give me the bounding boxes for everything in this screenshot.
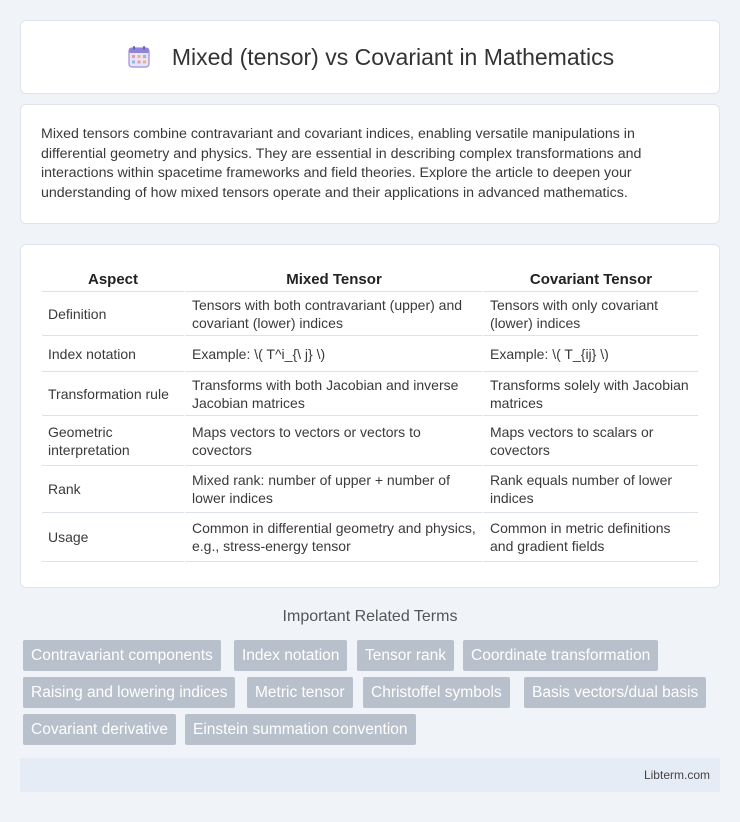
related-term-tag[interactable]: Raising and lowering indices (23, 677, 235, 708)
aspect-cell: Rank (42, 466, 184, 513)
mixed-cell: Example: \( T^i_{\ j} \) (184, 336, 482, 372)
related-term-tag[interactable]: Einstein summation convention (185, 714, 416, 745)
mixed-cell: Maps vectors to vectors or vectors to covectors (184, 416, 482, 466)
related-term-tag[interactable]: Tensor rank (357, 640, 454, 671)
covariant-cell: Example: \( T_{ij} \) (482, 336, 698, 372)
page-title: Mixed (tensor) vs Covariant in Mathematics (171, 43, 615, 70)
mixed-cell: Tensors with both contravariant (upper) and covariant (lower) indices (184, 292, 482, 336)
calendar-grid-icon (126, 44, 152, 70)
table-row (42, 336, 698, 372)
table-header-row (42, 265, 698, 292)
intro-paragraph: Mixed tensors combine contravariant and covariant indices, enabling versatile manipulations in differential geometry and physics. They are essential in describing complex transformations and interactions within spacetime frameworks and field theories. Explore the article to deepen your understanding of how mixed tensors operate and their applications in advanced mathematics. (41, 126, 642, 201)
mixed-cell: Transforms with both Jacobian and inverse Jacobian matrices (184, 372, 482, 416)
aspect-cell: Definition (42, 292, 184, 336)
header-aspect: Aspect (42, 265, 184, 292)
table-row (42, 416, 698, 466)
table-row (42, 372, 698, 416)
table-row (42, 292, 698, 336)
aspect-cell: Index notation (42, 336, 184, 372)
aspect-cell: Usage (42, 513, 184, 562)
title-card (20, 20, 720, 94)
mixed-cell: Common in differential geometry and physics, e.g., stress-energy tensor (184, 513, 482, 562)
related-term-tag[interactable]: Metric tensor (247, 677, 353, 708)
mixed-cell: Mixed rank: number of upper + number of lower indices (184, 466, 482, 513)
comparison-table-card (20, 244, 720, 588)
covariant-cell: Maps vectors to scalars or covectors (482, 416, 698, 466)
covariant-cell: Transforms solely with Jacobian matrices (482, 372, 698, 416)
header-covariant-tensor: Covariant Tensor (482, 265, 698, 292)
covariant-cell: Rank equals number of lower indices (482, 466, 698, 513)
table-row (42, 513, 698, 562)
aspect-cell: Transformation rule (42, 372, 184, 416)
aspect-cell: Geometric interpretation (42, 416, 184, 466)
header-mixed-tensor: Mixed Tensor (184, 265, 482, 292)
covariant-cell: Common in metric definitions and gradient fields (482, 513, 698, 562)
related-term-tag[interactable]: Basis vectors/dual basis (524, 677, 706, 708)
related-terms-title: Important Related Terms (282, 608, 458, 625)
footer (20, 758, 720, 792)
comparison-table (42, 265, 698, 562)
footer-site-name: Libterm.com (643, 768, 710, 782)
related-term-tag[interactable]: Contravariant components (23, 640, 221, 671)
related-term-tag[interactable]: Coordinate transformation (463, 640, 658, 671)
intro-card (20, 104, 720, 224)
table-row (42, 466, 698, 513)
covariant-cell: Tensors with only covariant (lower) indices (482, 292, 698, 336)
related-term-tag[interactable]: Covariant derivative (23, 714, 176, 745)
related-term-tag[interactable]: Index notation (234, 640, 347, 671)
related-term-tag[interactable]: Christoffel symbols (363, 677, 510, 708)
